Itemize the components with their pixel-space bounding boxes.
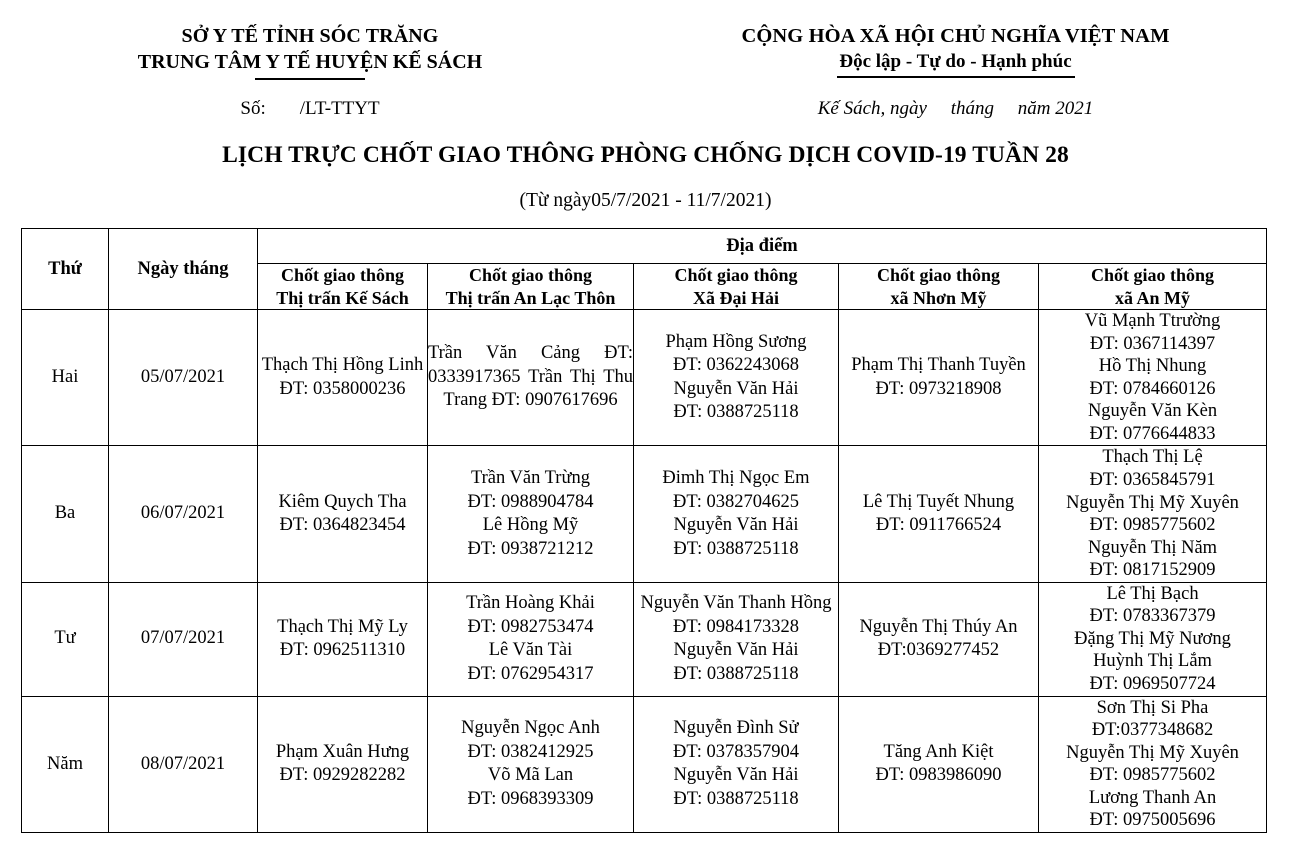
cell-nhon-my: Tăng Anh Kiệt ĐT: 0983986090	[839, 696, 1039, 832]
cell-dai-hai: Nguyễn Văn Thanh Hồng ĐT: 0984173328 Nguyễn Văn Hải ĐT: 0388725118	[634, 582, 839, 696]
header-chot-an-my-line2: xã An Mỹ	[1115, 287, 1191, 308]
cell-nhon-my: Nguyễn Thị Thúy An ĐT:0369277452	[839, 582, 1039, 696]
header-dia-diem: Địa điểm	[258, 229, 1267, 264]
cell-an-my: Thạch Thị Lệ ĐT: 0365845791 Nguyễn Thị Mỹ Xuyên ĐT: 0985775602 Nguyễn Thị Năm ĐT: 0817152909	[1039, 446, 1267, 582]
header-ngay-thang: Ngày tháng	[109, 229, 258, 310]
cell-nhon-my: Phạm Thị Thanh Tuyền ĐT: 0973218908	[839, 310, 1039, 446]
cell-dai-hai: Đimh Thị Ngọc Em ĐT: 0382704625 Nguyễn Văn Hải ĐT: 0388725118	[634, 446, 839, 582]
cell-an-lac-thon: Trần Văn Cảng ĐT: 0333917365 Trần Thị Thu Trang ĐT: 0907617696	[428, 310, 634, 446]
header-chot-ke-sach-line1: Chốt giao thông	[280, 265, 405, 285]
schedule-table-wrapper	[21, 228, 1266, 833]
cell-ngay: 07/07/2021	[109, 582, 258, 696]
page-title: LỊCH TRỰC CHỐT GIAO THÔNG PHÒNG CHỐNG DỊCH COVID-19 TUẦN 28	[222, 141, 1069, 168]
header-left-block	[0, 24, 620, 80]
document-header	[0, 0, 1291, 80]
header-chot-nhon-my	[839, 264, 1039, 310]
document-number-block	[0, 98, 620, 120]
cell-thu: Năm	[22, 696, 109, 832]
department-name: SỞ Y TẾ TỈNH SÓC TRĂNG	[181, 25, 439, 47]
header-chot-an-lac-thon-line1: Chốt giao thông	[468, 265, 593, 285]
cell-an-my: Lê Thị Bạch ĐT: 0783367379 Đặng Thị Mỹ Nương Huỳnh Thị Lắm ĐT: 0969507724	[1039, 582, 1267, 696]
cell-an-lac-thon: Nguyễn Ngọc Anh ĐT: 0382412925 Võ Mã Lan ĐT: 0968393309	[428, 696, 634, 832]
national-motto: Độc lập - Tự do - Hạnh phúc	[839, 50, 1072, 72]
header-chot-ke-sach	[258, 264, 428, 310]
document-number-value: /LT-TTYT	[299, 97, 380, 119]
header-right-block	[620, 24, 1291, 78]
table-head	[22, 229, 1267, 310]
header-chot-ke-sach-line2: Thị trấn Kế Sách	[276, 287, 409, 308]
table-row	[22, 446, 1267, 582]
table-body	[22, 310, 1267, 833]
cell-ke-sach: Phạm Xuân Hưng ĐT: 0929282282	[258, 696, 428, 832]
header-chot-an-my	[1039, 264, 1267, 310]
header-chot-nhon-my-line2: xã Nhơn Mỹ	[890, 287, 987, 308]
header-chot-dai-hai	[634, 264, 839, 310]
cell-an-my: Vũ Mạnh Ttrường ĐT: 0367114397 Hồ Thị Nhung ĐT: 0784660126 Nguyễn Văn Kèn ĐT: 0776644833	[1039, 310, 1267, 446]
cell-ngay: 08/07/2021	[109, 696, 258, 832]
cell-an-lac-thon: Trần Văn Trừng ĐT: 0988904784 Lê Hồng Mỹ ĐT: 0938721212	[428, 446, 634, 582]
cell-dai-hai: Nguyễn Đình Sử ĐT: 0378357904 Nguyễn Văn Hải ĐT: 0388725118	[634, 696, 839, 832]
cell-ngay: 05/07/2021	[109, 310, 258, 446]
header-left-rule	[255, 78, 365, 80]
cell-ke-sach: Thạch Thị Mỹ Ly ĐT: 0962511310	[258, 582, 428, 696]
header-right-rule	[837, 76, 1075, 78]
cell-thu: Ba	[22, 446, 109, 582]
cell-nhon-my: Lê Thị Tuyết Nhung ĐT: 0911766524	[839, 446, 1039, 582]
center-name: TRUNG TÂM Y TẾ HUYỆN KẾ SÁCH	[137, 51, 483, 73]
cell-ke-sach: Thạch Thị Hồng Linh ĐT: 0358000236	[258, 310, 428, 446]
header-chot-nhon-my-line1: Chốt giao thông	[876, 265, 1001, 285]
header-thu: Thứ	[22, 229, 109, 310]
table-row	[22, 310, 1267, 446]
cell-ngay: 06/07/2021	[109, 446, 258, 582]
cell-ke-sach: Kiêm Quych Tha ĐT: 0364823454	[258, 446, 428, 582]
table-row	[22, 696, 1267, 832]
header-chot-an-my-line1: Chốt giao thông	[1090, 265, 1215, 285]
cell-thu: Tư	[22, 582, 109, 696]
page-subtitle: (Từ ngày05/7/2021 - 11/7/2021)	[519, 189, 772, 211]
place-date-text: Kế Sách, ngày tháng năm 2021	[817, 97, 1094, 119]
header-chot-an-lac-thon	[428, 264, 634, 310]
table-header-row-1	[22, 229, 1267, 264]
national-title: CỘNG HÒA XÃ HỘI CHỦ NGHĨA VIỆT NAM	[741, 25, 1170, 47]
place-date-line	[620, 98, 1291, 120]
cell-an-lac-thon: Trần Hoàng Khải ĐT: 0982753474 Lê Văn Tài ĐT: 0762954317	[428, 582, 634, 696]
schedule-table	[21, 228, 1267, 833]
document-number-label: Số:	[240, 97, 266, 119]
cell-an-my: Sơn Thị Si Pha ĐT:0377348682 Nguyễn Thị Mỹ Xuyên ĐT: 0985775602 Lương Thanh An ĐT: 0975005696	[1039, 696, 1267, 832]
header-chot-an-lac-thon-line2: Thị trấn An Lạc Thôn	[445, 287, 616, 308]
document-meta-row	[0, 98, 1291, 120]
table-row	[22, 582, 1267, 696]
header-chot-dai-hai-line2: Xã Đại Hải	[692, 287, 779, 308]
header-chot-dai-hai-line1: Chốt giao thông	[674, 265, 798, 285]
cell-dai-hai: Phạm Hồng Sương ĐT: 0362243068 Nguyễn Văn Hải ĐT: 0388725118	[634, 310, 839, 446]
cell-thu: Hai	[22, 310, 109, 446]
